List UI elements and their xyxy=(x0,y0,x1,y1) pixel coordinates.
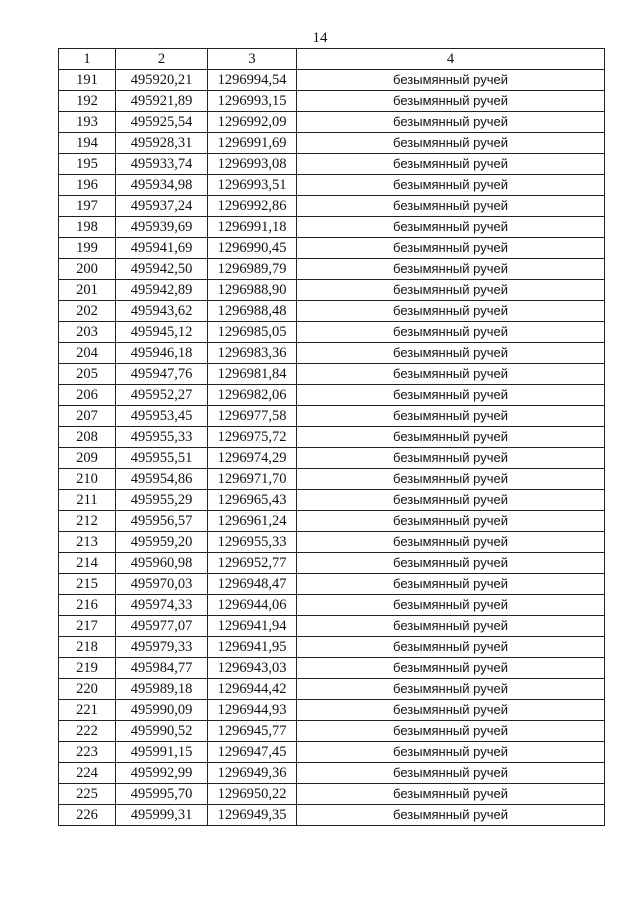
column-header-1: 1 xyxy=(59,49,116,70)
point-number-cell: 225 xyxy=(59,784,116,805)
y-coordinate-cell: 1296992,09 xyxy=(208,112,297,133)
y-coordinate-cell: 1296988,48 xyxy=(208,301,297,322)
point-number-cell: 193 xyxy=(59,112,116,133)
page-number: 14 xyxy=(312,30,328,46)
y-coordinate-cell: 1296994,54 xyxy=(208,70,297,91)
y-coordinate-cell: 1296965,43 xyxy=(208,490,297,511)
point-number-cell: 196 xyxy=(59,175,116,196)
description-cell: безымянный ручей xyxy=(297,133,605,154)
description-cell: безымянный ручей xyxy=(297,427,605,448)
coordinates-table xyxy=(58,48,605,826)
point-number-cell: 210 xyxy=(59,469,116,490)
x-coordinate-cell: 495942,50 xyxy=(116,259,208,280)
table-row xyxy=(59,784,605,805)
point-number-cell: 226 xyxy=(59,805,116,826)
y-coordinate-cell: 1296944,42 xyxy=(208,679,297,700)
x-coordinate-cell: 495953,45 xyxy=(116,406,208,427)
table-body xyxy=(59,70,605,826)
y-coordinate-cell: 1296985,05 xyxy=(208,322,297,343)
y-coordinate-cell: 1296974,29 xyxy=(208,448,297,469)
description-cell: безымянный ручей xyxy=(297,448,605,469)
description-cell: безымянный ручей xyxy=(297,553,605,574)
y-coordinate-cell: 1296944,93 xyxy=(208,700,297,721)
table-row xyxy=(59,196,605,217)
point-number-cell: 213 xyxy=(59,532,116,553)
table-row xyxy=(59,133,605,154)
point-number-cell: 212 xyxy=(59,511,116,532)
description-cell: безымянный ручей xyxy=(297,574,605,595)
y-coordinate-cell: 1296988,90 xyxy=(208,280,297,301)
x-coordinate-cell: 495925,54 xyxy=(116,112,208,133)
y-coordinate-cell: 1296993,15 xyxy=(208,91,297,112)
table-row xyxy=(59,637,605,658)
table-row xyxy=(59,322,605,343)
x-coordinate-cell: 495955,29 xyxy=(116,490,208,511)
column-header-3: 3 xyxy=(208,49,297,70)
y-coordinate-cell: 1296955,33 xyxy=(208,532,297,553)
y-coordinate-cell: 1296993,51 xyxy=(208,175,297,196)
x-coordinate-cell: 495999,31 xyxy=(116,805,208,826)
table-row xyxy=(59,70,605,91)
table-row xyxy=(59,532,605,553)
y-coordinate-cell: 1296975,72 xyxy=(208,427,297,448)
description-cell: безымянный ручей xyxy=(297,511,605,532)
x-coordinate-cell: 495939,69 xyxy=(116,217,208,238)
point-number-cell: 223 xyxy=(59,742,116,763)
point-number-cell: 195 xyxy=(59,154,116,175)
table-row xyxy=(59,427,605,448)
description-cell: безымянный ручей xyxy=(297,742,605,763)
y-coordinate-cell: 1296948,47 xyxy=(208,574,297,595)
table-row xyxy=(59,112,605,133)
x-coordinate-cell: 495984,77 xyxy=(116,658,208,679)
table-row xyxy=(59,154,605,175)
x-coordinate-cell: 495942,89 xyxy=(116,280,208,301)
x-coordinate-cell: 495934,98 xyxy=(116,175,208,196)
column-header-2: 2 xyxy=(116,49,208,70)
table-row xyxy=(59,763,605,784)
point-number-cell: 197 xyxy=(59,196,116,217)
x-coordinate-cell: 495945,12 xyxy=(116,322,208,343)
description-cell: безымянный ручей xyxy=(297,70,605,91)
description-cell: безымянный ручей xyxy=(297,595,605,616)
point-number-cell: 216 xyxy=(59,595,116,616)
y-coordinate-cell: 1296949,35 xyxy=(208,805,297,826)
description-cell: безымянный ручей xyxy=(297,784,605,805)
table-row xyxy=(59,742,605,763)
description-cell: безымянный ручей xyxy=(297,154,605,175)
description-cell: безымянный ручей xyxy=(297,721,605,742)
point-number-cell: 204 xyxy=(59,343,116,364)
x-coordinate-cell: 495991,15 xyxy=(116,742,208,763)
point-number-cell: 224 xyxy=(59,763,116,784)
table-row xyxy=(59,406,605,427)
point-number-cell: 194 xyxy=(59,133,116,154)
table-row xyxy=(59,175,605,196)
x-coordinate-cell: 495933,74 xyxy=(116,154,208,175)
y-coordinate-cell: 1296990,45 xyxy=(208,238,297,259)
table-row xyxy=(59,721,605,742)
table-row xyxy=(59,301,605,322)
description-cell: безымянный ручей xyxy=(297,700,605,721)
x-coordinate-cell: 495970,03 xyxy=(116,574,208,595)
x-coordinate-cell: 495954,86 xyxy=(116,469,208,490)
point-number-cell: 220 xyxy=(59,679,116,700)
point-number-cell: 215 xyxy=(59,574,116,595)
point-number-cell: 217 xyxy=(59,616,116,637)
y-coordinate-cell: 1296947,45 xyxy=(208,742,297,763)
x-coordinate-cell: 495989,18 xyxy=(116,679,208,700)
y-coordinate-cell: 1296941,95 xyxy=(208,637,297,658)
description-cell: безымянный ручей xyxy=(297,616,605,637)
point-number-cell: 211 xyxy=(59,490,116,511)
description-cell: безымянный ручей xyxy=(297,406,605,427)
x-coordinate-cell: 495941,69 xyxy=(116,238,208,259)
description-cell: безымянный ручей xyxy=(297,679,605,700)
x-coordinate-cell: 495990,52 xyxy=(116,721,208,742)
x-coordinate-cell: 495937,24 xyxy=(116,196,208,217)
y-coordinate-cell: 1296961,24 xyxy=(208,511,297,532)
x-coordinate-cell: 495943,62 xyxy=(116,301,208,322)
x-coordinate-cell: 495956,57 xyxy=(116,511,208,532)
y-coordinate-cell: 1296945,77 xyxy=(208,721,297,742)
description-cell: безымянный ручей xyxy=(297,364,605,385)
description-cell: безымянный ручей xyxy=(297,469,605,490)
description-cell: безымянный ручей xyxy=(297,322,605,343)
table-row xyxy=(59,616,605,637)
x-coordinate-cell: 495979,33 xyxy=(116,637,208,658)
point-number-cell: 206 xyxy=(59,385,116,406)
table-row xyxy=(59,679,605,700)
point-number-cell: 201 xyxy=(59,280,116,301)
x-coordinate-cell: 495960,98 xyxy=(116,553,208,574)
description-cell: безымянный ручей xyxy=(297,637,605,658)
table-row xyxy=(59,217,605,238)
y-coordinate-cell: 1296993,08 xyxy=(208,154,297,175)
x-coordinate-cell: 495947,76 xyxy=(116,364,208,385)
point-number-cell: 198 xyxy=(59,217,116,238)
point-number-cell: 209 xyxy=(59,448,116,469)
y-coordinate-cell: 1296943,03 xyxy=(208,658,297,679)
point-number-cell: 191 xyxy=(59,70,116,91)
description-cell: безымянный ручей xyxy=(297,175,605,196)
description-cell: безымянный ручей xyxy=(297,259,605,280)
x-coordinate-cell: 495921,89 xyxy=(116,91,208,112)
y-coordinate-cell: 1296982,06 xyxy=(208,385,297,406)
x-coordinate-cell: 495946,18 xyxy=(116,343,208,364)
x-coordinate-cell: 495977,07 xyxy=(116,616,208,637)
point-number-cell: 219 xyxy=(59,658,116,679)
description-cell: безымянный ручей xyxy=(297,196,605,217)
y-coordinate-cell: 1296950,22 xyxy=(208,784,297,805)
description-cell: безымянный ручей xyxy=(297,280,605,301)
description-cell: безымянный ручей xyxy=(297,490,605,511)
table-row xyxy=(59,574,605,595)
description-cell: безымянный ручей xyxy=(297,112,605,133)
x-coordinate-cell: 495974,33 xyxy=(116,595,208,616)
table-row xyxy=(59,805,605,826)
x-coordinate-cell: 495955,33 xyxy=(116,427,208,448)
description-cell: безымянный ручей xyxy=(297,238,605,259)
table-row xyxy=(59,280,605,301)
point-number-cell: 202 xyxy=(59,301,116,322)
table-row xyxy=(59,658,605,679)
table-row xyxy=(59,364,605,385)
x-coordinate-cell: 495995,70 xyxy=(116,784,208,805)
point-number-cell: 203 xyxy=(59,322,116,343)
table-row xyxy=(59,700,605,721)
y-coordinate-cell: 1296991,69 xyxy=(208,133,297,154)
y-coordinate-cell: 1296991,18 xyxy=(208,217,297,238)
table-row xyxy=(59,469,605,490)
table-header-row xyxy=(59,49,605,70)
point-number-cell: 221 xyxy=(59,700,116,721)
description-cell: безымянный ручей xyxy=(297,217,605,238)
y-coordinate-cell: 1296989,79 xyxy=(208,259,297,280)
point-number-cell: 208 xyxy=(59,427,116,448)
point-number-cell: 222 xyxy=(59,721,116,742)
y-coordinate-cell: 1296981,84 xyxy=(208,364,297,385)
x-coordinate-cell: 495920,21 xyxy=(116,70,208,91)
table-row xyxy=(59,91,605,112)
x-coordinate-cell: 495952,27 xyxy=(116,385,208,406)
table-row xyxy=(59,343,605,364)
table-row xyxy=(59,595,605,616)
y-coordinate-cell: 1296992,86 xyxy=(208,196,297,217)
table-row xyxy=(59,385,605,406)
table-row xyxy=(59,238,605,259)
y-coordinate-cell: 1296944,06 xyxy=(208,595,297,616)
y-coordinate-cell: 1296952,77 xyxy=(208,553,297,574)
point-number-cell: 200 xyxy=(59,259,116,280)
description-cell: безымянный ручей xyxy=(297,658,605,679)
y-coordinate-cell: 1296983,36 xyxy=(208,343,297,364)
table-row xyxy=(59,259,605,280)
y-coordinate-cell: 1296949,36 xyxy=(208,763,297,784)
description-cell: безымянный ручей xyxy=(297,343,605,364)
x-coordinate-cell: 495990,09 xyxy=(116,700,208,721)
column-header-4: 4 xyxy=(297,49,605,70)
description-cell: безымянный ручей xyxy=(297,301,605,322)
x-coordinate-cell: 495928,31 xyxy=(116,133,208,154)
description-cell: безымянный ручей xyxy=(297,91,605,112)
table-row xyxy=(59,511,605,532)
table-row xyxy=(59,448,605,469)
table-row xyxy=(59,553,605,574)
x-coordinate-cell: 495955,51 xyxy=(116,448,208,469)
y-coordinate-cell: 1296977,58 xyxy=(208,406,297,427)
point-number-cell: 218 xyxy=(59,637,116,658)
x-coordinate-cell: 495992,99 xyxy=(116,763,208,784)
y-coordinate-cell: 1296941,94 xyxy=(208,616,297,637)
y-coordinate-cell: 1296971,70 xyxy=(208,469,297,490)
x-coordinate-cell: 495959,20 xyxy=(116,532,208,553)
description-cell: безымянный ручей xyxy=(297,385,605,406)
point-number-cell: 192 xyxy=(59,91,116,112)
point-number-cell: 199 xyxy=(59,238,116,259)
description-cell: безымянный ручей xyxy=(297,532,605,553)
point-number-cell: 205 xyxy=(59,364,116,385)
point-number-cell: 214 xyxy=(59,553,116,574)
table-row xyxy=(59,490,605,511)
point-number-cell: 207 xyxy=(59,406,116,427)
description-cell: безымянный ручей xyxy=(297,805,605,826)
description-cell: безымянный ручей xyxy=(297,763,605,784)
